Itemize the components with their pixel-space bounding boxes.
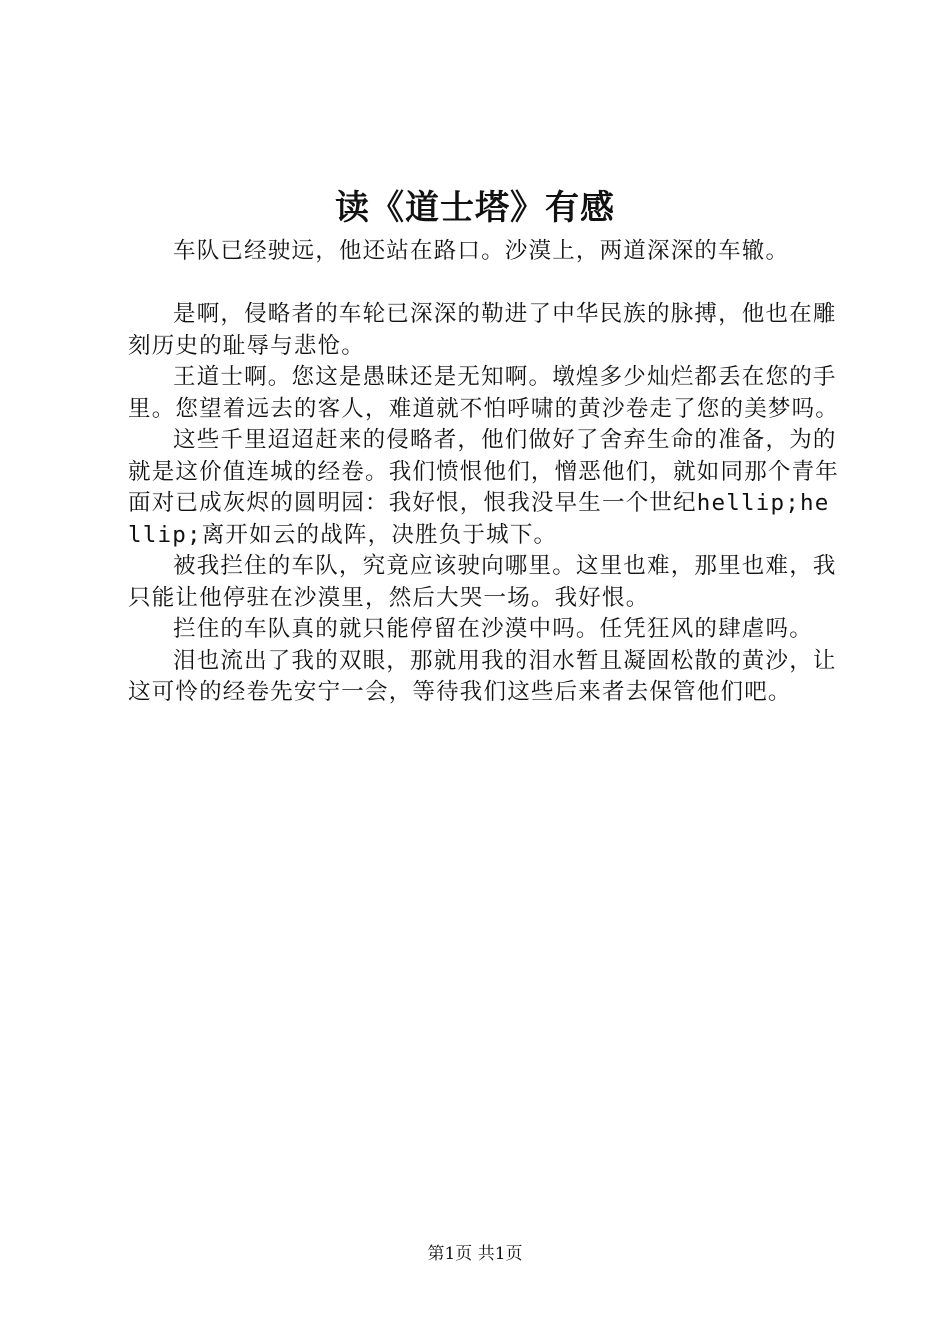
- paragraph: 王道士啊。您这是愚昧还是无知啊。墩煌多少灿烂都丢在您的手里。您望着远去的客人，难道就不怕呼啸的黄沙卷走了您的美梦吗。: [128, 364, 840, 422]
- paragraph: 拦住的车队真的就只能停留在沙漠中吗。任凭狂风的肆虐吗。: [173, 616, 813, 642]
- document-body: [128, 236, 840, 709]
- paragraph: 是啊，侵略者的车轮已深深的勒进了中华民族的脉搏，他也在雕刻历史的耻辱与悲怆。: [128, 301, 837, 359]
- page-footer: 第1页 共1页: [427, 1244, 523, 1264]
- document-title: 读《道士塔》有感: [335, 188, 615, 228]
- paragraph: 这些千里迢迢赶来的侵略者，他们做好了舍弃生命的准备，为的就是这价值连城的经卷。我们愤恨他们，憎恶他们，就如同那个青年面对已成灰烬的圆明园：我好恨，恨我没早生一个世纪hellip;hellip;离开如云的战阵，决胜负于城下。: [128, 427, 840, 548]
- paragraph: 车队已经驶远，他还站在路口。沙漠上，两道深深的车辙。: [173, 238, 790, 264]
- paragraph: 被我拦住的车队，究竟应该驶向哪里。这里也难，那里也难，我只能让他停驻在沙漠里，然后大哭一场。我好恨。: [128, 553, 837, 611]
- paragraph: 泪也流出了我的双眼，那就用我的泪水暂且凝固松散的黄沙，让这可怜的经卷先安宁一会，等待我们这些后来者去保管他们吧。: [128, 647, 837, 705]
